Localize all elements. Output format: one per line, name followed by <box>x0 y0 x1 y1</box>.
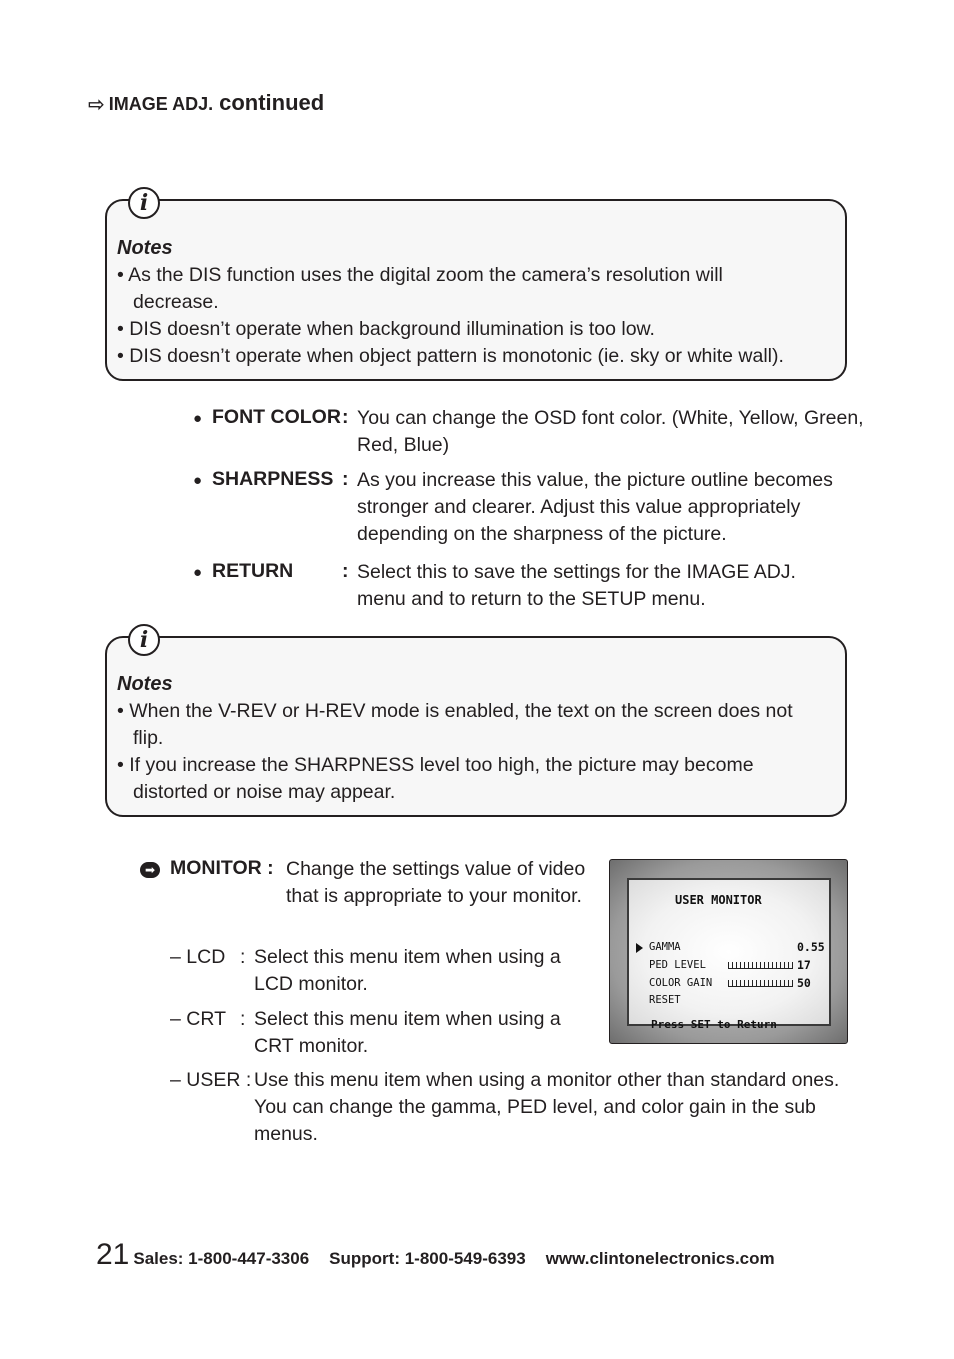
term-font-color: FONT COLOR <box>212 406 341 428</box>
osd-screenshot <box>609 859 848 1044</box>
info-icon: i <box>128 624 160 656</box>
option-label-user: – USER : <box>170 1069 252 1091</box>
note-line: • DIS doesn’t operate when background illumination is too low. <box>117 318 655 340</box>
osd-row-ped-level: PED LEVEL <box>649 959 706 971</box>
note-line: • DIS doesn’t operate when object pattern is monotonic (ie. sky or white wall). <box>117 345 784 367</box>
osd-row-gamma: GAMMA <box>649 941 681 953</box>
notes-box-2 <box>105 627 847 817</box>
option-label-crt: – CRT <box>170 1008 226 1030</box>
website-link: www.clintonelectronics.com <box>545 1249 775 1268</box>
note-line: • If you increase the SHARPNESS level too high, the picture may become <box>117 754 754 776</box>
osd-screen <box>627 878 831 1031</box>
note-line: • When the V-REV or H-REV mode is enabled, the text on the screen does not <box>117 700 793 722</box>
bullet-icon: ● <box>193 472 203 489</box>
definition-sharpness: As you increase this value, the picture outline becomes stronger and clearer. Adjust this value appropriately depending on the sharpness of the picture. <box>357 469 833 545</box>
section-suffix: continued <box>219 90 325 115</box>
info-icon: i <box>128 187 160 219</box>
section-title: IMAGE ADJ. <box>108 94 214 114</box>
bullet-icon: ● <box>193 410 203 427</box>
term-colon: : <box>342 468 349 490</box>
note-line: distorted or noise may appear. <box>133 781 396 803</box>
sales-phone: Sales: 1-800-447-3306 <box>133 1249 310 1268</box>
osd-title: USER MONITOR <box>675 893 762 907</box>
osd-footer: Press SET to Return <box>651 1018 777 1031</box>
term-return: RETURN <box>212 560 294 582</box>
term-sharpness: SHARPNESS <box>212 468 334 490</box>
osd-slider-color-gain <box>728 980 793 987</box>
cursor-arrow-icon <box>636 943 643 953</box>
option-text-lcd: Select this menu item when using a LCD monitor. <box>254 946 561 995</box>
note-line: flip. <box>133 727 164 749</box>
note-line: decrease. <box>133 291 219 313</box>
osd-row-reset: RESET <box>649 994 681 1006</box>
notes-title: Notes <box>117 673 173 695</box>
osd-slider-ped-level <box>728 962 793 969</box>
monitor-description: Change the settings value of video that is appropriate to your monitor. <box>286 858 586 907</box>
page-header <box>88 90 324 116</box>
definition-font-color: You can change the OSD font color. (White, Yellow, Green, Red, Blue) <box>357 407 864 456</box>
osd-value-ped-level: 17 <box>797 958 811 972</box>
notes-box-1 <box>105 190 847 381</box>
option-text-crt: Select this menu item when using a CRT monitor. <box>254 1008 561 1057</box>
note-line: • As the DIS function uses the digital zoom the camera’s resolution will <box>117 264 723 286</box>
option-label-lcd: – LCD <box>170 946 226 968</box>
osd-row-color-gain: COLOR GAIN <box>649 977 713 989</box>
option-colon: : <box>240 1008 246 1030</box>
term-colon: : <box>342 560 349 582</box>
arrow-circle-icon: ➡ <box>140 862 160 878</box>
definition-return: Select this to save the settings for the IMAGE ADJ. menu and to return to the SETUP menu. <box>357 561 796 610</box>
term-monitor: MONITOR : <box>170 857 274 879</box>
page-footer <box>96 1238 795 1272</box>
osd-value-color-gain: 50 <box>797 976 811 990</box>
notes-title: Notes <box>117 237 173 259</box>
option-text-user: Use this menu item when using a monitor other than standard ones. You can change the gamma, PED level, and color gain in the sub menus. <box>254 1069 840 1145</box>
support-phone: Support: 1-800-549-6393 <box>329 1249 526 1268</box>
page-number: 21 <box>96 1238 130 1271</box>
term-colon: : <box>342 406 349 428</box>
bullet-icon: ● <box>193 564 203 581</box>
osd-value-gamma: 0.55 <box>797 940 825 954</box>
option-colon: : <box>240 946 246 968</box>
arrow-right-icon: ⇨ <box>88 94 105 116</box>
